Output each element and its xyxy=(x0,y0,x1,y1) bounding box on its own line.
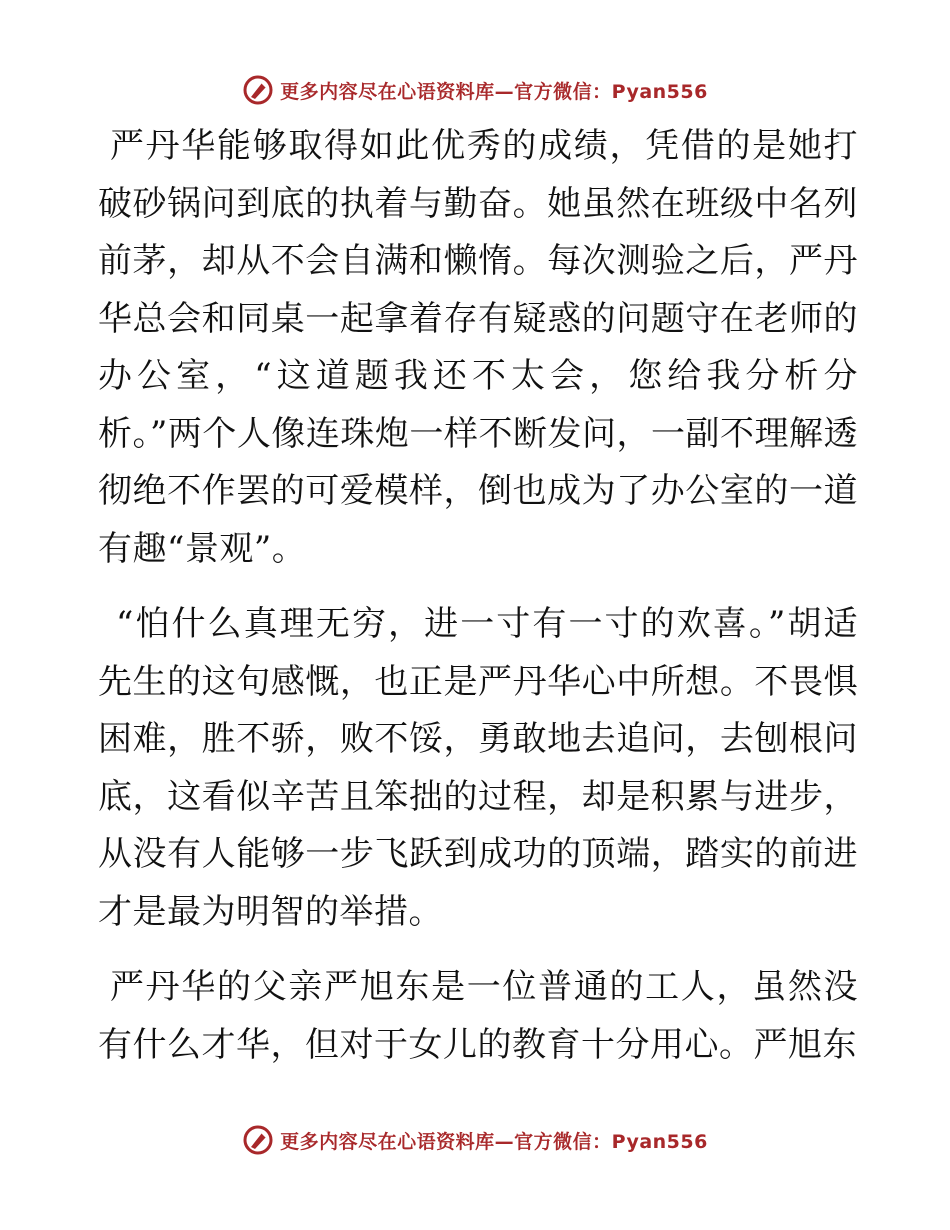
wechat-id: Pyan556 xyxy=(611,80,708,103)
banner-label: 更多内容尽在心语资料库—官方微信： xyxy=(280,1130,612,1153)
header-banner xyxy=(0,70,950,110)
banner-label: 更多内容尽在心语资料库—官方微信： xyxy=(280,80,612,103)
banner-text xyxy=(280,1127,708,1154)
wechat-id: Pyan556 xyxy=(611,1130,708,1153)
footer-banner xyxy=(0,1120,950,1160)
paragraph-1: 严丹华能够取得如此优秀的成绩，凭借的是她打破砂锅问到底的执着与勤奋。她虽然在班级中名列前茅，却从不会自满和懒惰。每次测验之后，严丹华总会和同桌一起拿着存有疑惑的问题守在老师的办公室，“这道题我还不太会，您给我分析分析。”两个人像连珠炮一样不断发问，一副不理解透彻绝不作罢的可爱模样，倒也成为了办公室的一道有趣“景观”。 xyxy=(98,126,858,569)
pen-nib-circle-icon xyxy=(242,1124,274,1156)
document-body xyxy=(98,118,858,1092)
paragraph-3: 严丹华的父亲严旭东是一位普通的工人，虽然没有什么才华，但对于女儿的教育十分用心。严旭东 xyxy=(98,967,858,1065)
paragraph-2: “怕什么真理无穷，进一寸有一寸的欢喜。”胡适先生的这句感慨，也正是严丹华心中所想。不畏惧困难，胜不骄，败不馁，勇敢地去追问，去刨根问底，这看似辛苦且笨拙的过程，却是积累与进步，从没有人能够一步飞跃到成功的顶端，踏实的前进才是最为明智的举措。 xyxy=(98,604,858,932)
banner-text xyxy=(280,77,708,104)
pen-nib-circle-icon xyxy=(242,74,274,106)
